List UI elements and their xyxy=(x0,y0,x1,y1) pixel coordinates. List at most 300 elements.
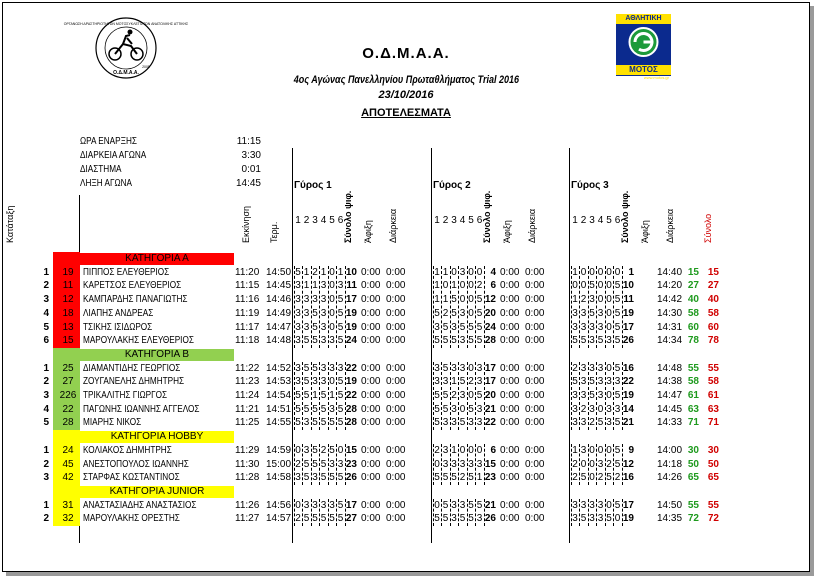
penalty-total: 58 xyxy=(687,307,699,319)
lap-arrival: 0:00 xyxy=(500,417,520,429)
section-score: 3 xyxy=(580,307,587,319)
section-header: 2 xyxy=(580,215,587,226)
section-score: 3 xyxy=(572,499,578,511)
section-score: 5 xyxy=(434,417,440,429)
rider-position: 3 xyxy=(43,472,49,484)
final-arrival: 14:48 xyxy=(657,362,683,374)
section-score: 5 xyxy=(303,390,310,401)
section-score: 5 xyxy=(614,499,621,511)
section-score: 0 xyxy=(295,499,301,511)
logo-right-bottom-text: ΜΟΤΟΣ xyxy=(616,65,671,75)
section-divider xyxy=(319,499,320,526)
final-arrival: 14:38 xyxy=(657,376,683,388)
section-score: 3 xyxy=(580,321,587,333)
lap-duration: 0:00 xyxy=(386,472,406,484)
category-header: ΚΑΤΗΓΟΡΙΑ Β xyxy=(80,349,234,361)
table-row xyxy=(3,334,809,347)
section-score: 2 xyxy=(597,472,604,484)
rider-number: 24 xyxy=(62,444,74,456)
section-score: 5 xyxy=(442,390,449,401)
section-score: 5 xyxy=(329,513,335,525)
rider-name: ΑΝΑΣΤΑΣΙΑΔΗΣ ΑΝΑΣΤΑΣΙΟΣ xyxy=(83,499,197,511)
rider-number: 25 xyxy=(62,362,74,374)
section-score: 3 xyxy=(459,458,466,470)
section-divider xyxy=(605,362,606,431)
section-divider xyxy=(588,444,589,485)
section-score: 5 xyxy=(442,472,449,484)
section-score: 5 xyxy=(442,403,449,415)
section-score: 5 xyxy=(434,513,440,525)
section-divider xyxy=(467,444,468,485)
section-score: 3 xyxy=(320,307,327,319)
lap-arrival: 0:00 xyxy=(361,335,381,347)
logo-left-bottom-text: Ο.Δ.Μ.Α.Α. xyxy=(113,70,139,76)
penalty-total: 60 xyxy=(687,321,699,333)
penalty-total: 58 xyxy=(687,376,699,388)
section-score: 3 xyxy=(614,376,621,388)
section-score: 5 xyxy=(434,307,440,319)
rider-number: 32 xyxy=(62,513,74,525)
rider-finish-time: 14:58 xyxy=(266,472,292,484)
lap-total: 12 xyxy=(622,458,634,470)
section-divider xyxy=(311,499,312,526)
rider-position: 3 xyxy=(43,294,49,306)
penalty-total: 78 xyxy=(687,335,699,347)
lap-arrival: 0:00 xyxy=(361,294,381,306)
final-arrival: 14:33 xyxy=(657,417,683,429)
section-divider xyxy=(433,362,434,431)
lap-duration: 0:00 xyxy=(386,390,406,401)
section-score: 0 xyxy=(468,390,474,401)
section-score: 1 xyxy=(303,266,310,278)
info-interval-label: ΔΙΑΣΤΗΜΑ xyxy=(80,164,122,175)
section-score: 2 xyxy=(614,472,621,484)
rider-position: 1 xyxy=(43,499,49,511)
section-score: 3 xyxy=(312,499,318,511)
rider-name: ΤΡΙΚΑΛΙΤΗΣ ΓΙΩΡΓΟΣ xyxy=(83,390,168,401)
section-score: 3 xyxy=(451,513,457,525)
section-score: 0 xyxy=(580,280,587,292)
section-score: 3 xyxy=(320,280,327,292)
section-score: 0 xyxy=(597,403,604,415)
section-divider xyxy=(294,444,295,485)
lap-duration: 0:00 xyxy=(386,307,406,319)
section-score: 5 xyxy=(295,403,301,415)
section-header: 4 xyxy=(459,215,466,226)
section-score: 5 xyxy=(303,403,310,415)
lap-arrival: 0:00 xyxy=(500,390,520,401)
section-divider xyxy=(450,499,451,526)
section-divider xyxy=(588,362,589,431)
section-header: 2 xyxy=(442,215,449,226)
section-header: 4 xyxy=(320,215,327,226)
lap-total: 17 xyxy=(345,499,357,511)
section-score: 3 xyxy=(451,321,457,333)
lap-arrival: 0:00 xyxy=(361,376,381,388)
section-divider xyxy=(311,266,312,348)
lap-duration: 0:00 xyxy=(525,417,545,429)
section-divider xyxy=(475,362,476,431)
section-score: 3 xyxy=(303,444,310,456)
section-score: 0 xyxy=(468,280,474,292)
section-score: 0 xyxy=(606,294,612,306)
section-divider xyxy=(302,362,303,431)
rider-start-time: 11:15 xyxy=(235,280,260,292)
grand-total: 27 xyxy=(707,280,719,292)
section-score: 0 xyxy=(597,280,604,292)
lap-total: 22 xyxy=(345,362,357,374)
section-score: 3 xyxy=(572,417,578,429)
lap-duration: 0:00 xyxy=(386,458,406,470)
section-score: 5 xyxy=(312,417,318,429)
section-score: 2 xyxy=(572,472,578,484)
rider-number: 226 xyxy=(59,390,77,401)
table-row xyxy=(3,512,809,525)
section-score: 3 xyxy=(451,403,457,415)
rider-finish-time: 14:49 xyxy=(266,307,292,319)
lap-total: 15 xyxy=(345,444,357,456)
section-score: 5 xyxy=(580,472,587,484)
section-score: 5 xyxy=(312,335,318,347)
section-score: 1 xyxy=(337,266,344,278)
section-score: 0 xyxy=(329,376,335,388)
section-divider xyxy=(294,266,295,348)
grand-total: 55 xyxy=(707,499,719,511)
category-header: ΚΑΤΗΓΟΡΙΑ Α xyxy=(80,253,234,265)
section-score: 5 xyxy=(589,376,595,388)
rider-number: 27 xyxy=(62,376,74,388)
section-score: 5 xyxy=(476,335,483,347)
lap-total: 22 xyxy=(484,417,496,429)
table-row xyxy=(3,266,809,279)
penalty-total: 50 xyxy=(687,458,699,470)
section-score: 3 xyxy=(476,376,483,388)
lap-arrival: 0:00 xyxy=(500,376,520,388)
lap-arrival: 0:00 xyxy=(500,280,520,292)
grand-total: 30 xyxy=(707,444,719,456)
col-duration: Διάρκεια xyxy=(388,208,398,243)
section-score: 5 xyxy=(337,472,344,484)
rider-finish-time: 14:45 xyxy=(266,280,292,292)
section-divider xyxy=(588,499,589,526)
section-score: 3 xyxy=(580,417,587,429)
section-score: 3 xyxy=(337,458,344,470)
section-divider xyxy=(571,266,572,348)
section-divider xyxy=(441,362,442,431)
section-divider xyxy=(302,444,303,485)
section-score: 3 xyxy=(597,390,604,401)
rider-start-time: 11:21 xyxy=(235,403,260,415)
grand-total: 63 xyxy=(707,403,719,415)
section-score: 3 xyxy=(459,390,466,401)
section-divider xyxy=(613,444,614,485)
lap-total: 19 xyxy=(345,307,357,319)
lap-total: 16 xyxy=(622,362,634,374)
section-score: 2 xyxy=(476,280,483,292)
section-score: 3 xyxy=(320,376,327,388)
rider-name: ΜΑΡΟΥΛΑΚΗΣ ΕΛΕΥΘΕΡΙΟΣ xyxy=(83,335,194,347)
rider-position: 1 xyxy=(43,266,49,278)
section-score: 5 xyxy=(468,321,474,333)
final-arrival: 14:35 xyxy=(657,513,683,525)
section-score: 5 xyxy=(312,513,318,525)
table-row xyxy=(3,293,809,306)
final-arrival: 14:50 xyxy=(657,499,683,511)
section-score: 5 xyxy=(320,472,327,484)
section-score: 3 xyxy=(295,307,301,319)
section-score: 3 xyxy=(572,403,578,415)
section-score: 5 xyxy=(312,403,318,415)
col-total-penalty: Σύνολο ψιφ. xyxy=(620,190,630,243)
rider-name: ΠΑΓΩΝΗΣ ΙΩΑΝΝΗΣ ΑΓΓΕΛΟΣ xyxy=(83,403,200,415)
section-score: 3 xyxy=(442,444,449,456)
final-arrival: 14:40 xyxy=(657,266,683,278)
section-score: 5 xyxy=(476,390,483,401)
lap-arrival: 0:00 xyxy=(500,294,520,306)
grand-total: 71 xyxy=(707,417,719,429)
section-score: 2 xyxy=(320,444,327,456)
section-divider xyxy=(450,444,451,485)
rider-finish-time: 14:56 xyxy=(266,499,292,511)
section-score: 0 xyxy=(459,403,466,415)
section-divider xyxy=(328,444,329,485)
section-score: 2 xyxy=(434,444,440,456)
rider-start-time: 11:22 xyxy=(235,362,260,374)
rider-start-time: 11:17 xyxy=(235,321,260,333)
section-divider xyxy=(622,499,623,526)
section-score: 5 xyxy=(434,335,440,347)
col-total-penalty: Σύνολο ψιφ. xyxy=(343,190,353,243)
rider-finish-time: 14:57 xyxy=(266,513,292,525)
section-score: 5 xyxy=(459,376,466,388)
section-score: 3 xyxy=(572,307,578,319)
section-header: 1 xyxy=(572,215,578,226)
section-score: 0 xyxy=(597,444,604,456)
section-score: 5 xyxy=(320,458,327,470)
section-score: 3 xyxy=(597,362,604,374)
lap-total: 20 xyxy=(484,307,496,319)
section-score: 5 xyxy=(337,307,344,319)
section-score: 5 xyxy=(614,390,621,401)
lap-arrival: 0:00 xyxy=(361,403,381,415)
lap-total: 4 xyxy=(490,266,496,278)
lap-total: 11 xyxy=(623,294,634,306)
penalty-total: 40 xyxy=(687,294,699,306)
section-header: 3 xyxy=(451,215,457,226)
rider-finish-time: 14:59 xyxy=(266,444,292,456)
rider-name: ΖΟΥΓΑΝΕΛΗΣ ΔΗΜΗΤΡΗΣ xyxy=(83,376,185,388)
section-score: 3 xyxy=(459,499,466,511)
section-score: 5 xyxy=(476,499,483,511)
lap-duration: 0:00 xyxy=(525,294,545,306)
section-score: 3 xyxy=(312,376,318,388)
section-score: 3 xyxy=(476,513,483,525)
section-score: 3 xyxy=(295,294,301,306)
section-divider xyxy=(345,266,346,348)
section-header: 1 xyxy=(434,215,440,226)
rider-position: 2 xyxy=(43,376,49,388)
section-score: 3 xyxy=(580,444,587,456)
rider-position: 4 xyxy=(43,307,49,319)
section-score: 5 xyxy=(606,472,612,484)
col-total-penalty: Σύνολο ψιφ. xyxy=(482,190,492,243)
section-score: 5 xyxy=(320,513,327,525)
rider-start-time: 11:27 xyxy=(235,513,260,525)
section-divider xyxy=(622,362,623,431)
section-score: 5 xyxy=(320,417,327,429)
section-divider xyxy=(345,499,346,526)
section-score: 0 xyxy=(614,513,621,525)
lap-total: 10 xyxy=(345,266,357,278)
rider-number: 15 xyxy=(62,335,74,347)
rider-start-time: 11:30 xyxy=(235,458,260,470)
lap-total: 22 xyxy=(345,390,357,401)
section-divider xyxy=(345,444,346,485)
section-score: 5 xyxy=(337,335,344,347)
rider-position: 2 xyxy=(43,513,49,525)
section-score: 0 xyxy=(589,458,595,470)
lap-arrival: 0:00 xyxy=(500,499,520,511)
rider-finish-time: 15:00 xyxy=(266,458,292,470)
section-score: 3 xyxy=(476,417,483,429)
section-score: 0 xyxy=(589,472,595,484)
lap-duration: 0:00 xyxy=(525,390,545,401)
section-score: 0 xyxy=(589,444,595,456)
section-score: 5 xyxy=(614,321,621,333)
section-divider xyxy=(319,444,320,485)
lap-arrival: 0:00 xyxy=(361,390,381,401)
penalty-total: 55 xyxy=(687,499,699,511)
section-divider xyxy=(622,266,623,348)
section-score: 3 xyxy=(572,390,578,401)
section-score: 3 xyxy=(606,376,612,388)
section-score: 0 xyxy=(572,280,578,292)
final-arrival: 14:26 xyxy=(657,472,683,484)
table-row xyxy=(3,307,809,320)
section-divider xyxy=(311,362,312,431)
section-score: 1 xyxy=(476,472,483,484)
info-start-value: 11:15 xyxy=(236,136,261,147)
section-divider xyxy=(579,499,580,526)
section-score: 5 xyxy=(468,499,474,511)
lap-total: 22 xyxy=(622,376,634,388)
section-divider xyxy=(336,444,337,485)
section-score: 1 xyxy=(434,294,440,306)
grand-total: 15 xyxy=(707,266,719,278)
rider-finish-time: 14:51 xyxy=(266,403,292,415)
section-score: 5 xyxy=(589,280,595,292)
section-divider xyxy=(613,266,614,348)
section-score: 3 xyxy=(580,499,587,511)
section-divider xyxy=(433,444,434,485)
lap-duration: 0:00 xyxy=(386,417,406,429)
rider-number: 11 xyxy=(62,280,74,292)
section-score: 0 xyxy=(476,444,483,456)
rider-position: 2 xyxy=(43,458,49,470)
lap-duration: 0:00 xyxy=(525,335,545,347)
section-score: 5 xyxy=(614,444,621,456)
grand-total: 58 xyxy=(707,376,719,388)
section-score: 3 xyxy=(606,335,612,347)
section-score: 3 xyxy=(320,335,327,347)
section-score: 5 xyxy=(614,307,621,319)
section-divider xyxy=(336,499,337,526)
section-divider xyxy=(579,266,580,348)
section-score: 3 xyxy=(476,362,483,374)
section-divider xyxy=(294,499,295,526)
section-score: 1 xyxy=(434,266,440,278)
section-divider xyxy=(571,444,572,485)
lap-duration: 0:00 xyxy=(386,444,406,456)
rider-start-time: 11:28 xyxy=(235,472,260,484)
lap-arrival: 0:00 xyxy=(361,321,381,333)
section-score: 5 xyxy=(337,403,344,415)
rider-position: 4 xyxy=(43,403,49,415)
lap-total: 10 xyxy=(622,280,634,292)
lap-total: 19 xyxy=(622,513,634,525)
section-score: 1 xyxy=(451,280,457,292)
lap-arrival: 0:00 xyxy=(361,307,381,319)
table-row xyxy=(3,375,809,388)
lap-arrival: 0:00 xyxy=(500,513,520,525)
section-score: 5 xyxy=(303,458,310,470)
rider-finish-time: 14:54 xyxy=(266,390,292,401)
lap-duration: 0:00 xyxy=(386,335,406,347)
page-title: Ο.Δ.Μ.Α.Α. xyxy=(362,45,450,62)
rider-name: ΤΣΙΚΗΣ ΙΣΙΔΩΡΟΣ xyxy=(83,321,153,333)
lap-header-1: Γύρος 1 xyxy=(294,180,332,191)
section-score: 5 xyxy=(337,390,344,401)
section-score: 5 xyxy=(337,294,344,306)
section-score: 5 xyxy=(614,280,621,292)
section-header: 6 xyxy=(337,215,344,226)
section-score: 5 xyxy=(312,444,318,456)
section-score: 5 xyxy=(303,376,310,388)
section-score: 0 xyxy=(597,294,604,306)
section-score: 0 xyxy=(606,266,612,278)
section-score: 2 xyxy=(451,390,457,401)
section-score: 3 xyxy=(476,403,483,415)
section-score: 5 xyxy=(451,472,457,484)
col-arrival: Άφιξη xyxy=(640,220,650,243)
section-header: 6 xyxy=(476,215,483,226)
section-score: 1 xyxy=(451,444,457,456)
section-score: 5 xyxy=(312,458,318,470)
section-score: 3 xyxy=(337,280,344,292)
section-score: 0 xyxy=(329,321,335,333)
rider-start-time: 11:16 xyxy=(235,294,260,306)
section-score: 5 xyxy=(614,362,621,374)
section-score: 5 xyxy=(442,513,449,525)
section-score: 3 xyxy=(459,307,466,319)
section-score: 5 xyxy=(476,307,483,319)
logo-left-top-text: ΟΡΓΑΝΩΣΗ ΔΡΑΣΤΗΡΙΟΤΗΤΩΝ ΜΟΤΟΣΥΚΛΕΤΙΣΤΩΝ ΑΝΑΤΟΛΙΚΗΣ ΑΤΤΙΚΗΣ xyxy=(63,22,189,26)
section-score: 3 xyxy=(303,294,310,306)
penalty-total: 55 xyxy=(687,362,699,374)
lap-total: 6 xyxy=(490,280,496,292)
rider-number: 12 xyxy=(62,294,74,306)
final-arrival: 14:00 xyxy=(657,444,683,456)
lap-arrival: 0:00 xyxy=(361,417,381,429)
col-duration: Διάρκεια xyxy=(665,208,675,243)
section-divider xyxy=(475,444,476,485)
section-score: 3 xyxy=(597,499,604,511)
table-row xyxy=(3,499,809,512)
section-score: 3 xyxy=(303,307,310,319)
section-score: 5 xyxy=(614,417,621,429)
section-header: 5 xyxy=(329,215,335,226)
rider-finish-time: 14:53 xyxy=(266,376,292,388)
